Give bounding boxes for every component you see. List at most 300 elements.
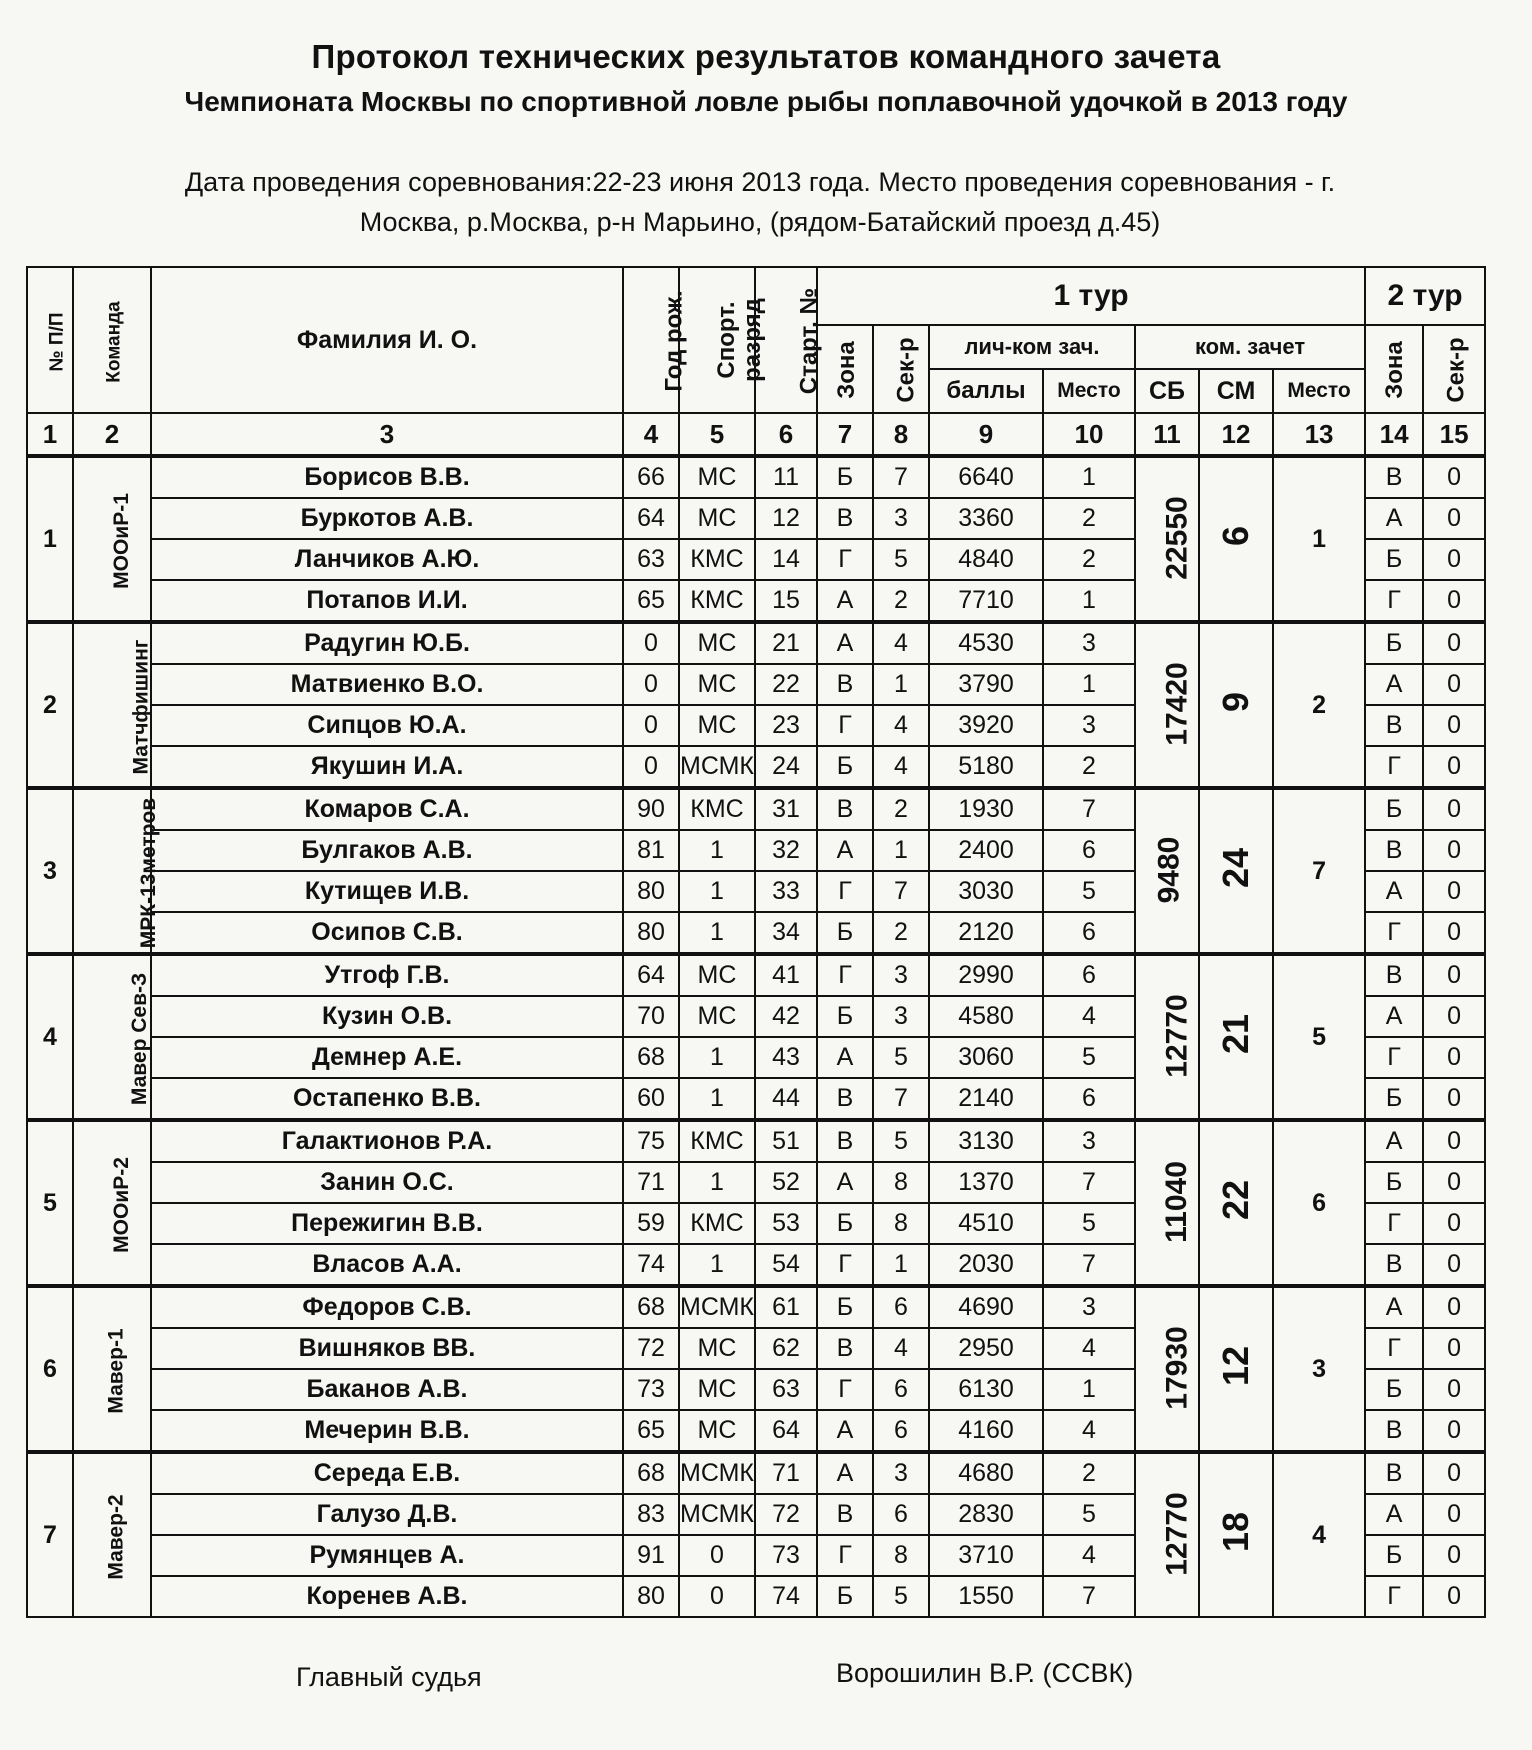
header-rank: Спорт. разряд <box>679 267 755 413</box>
participant-name: Матвиенко В.О. <box>151 664 623 705</box>
personal-place: 3 <box>1043 622 1135 664</box>
team-sum-points <box>1135 1452 1199 1617</box>
participant-name: Радугин Ю.Б. <box>151 622 623 664</box>
personal-place: 6 <box>1043 830 1135 871</box>
sport-rank: 1 <box>679 912 755 954</box>
sector-tour-2: 0 <box>1423 498 1485 539</box>
start-number: 52 <box>755 1162 817 1203</box>
start-number: 62 <box>755 1328 817 1369</box>
team-sum-points <box>1135 622 1199 788</box>
sport-rank: КМС <box>679 1120 755 1162</box>
header-points: баллы <box>929 369 1043 413</box>
personal-place: 6 <box>1043 954 1135 996</box>
team-name <box>73 1452 151 1617</box>
points: 4530 <box>929 622 1043 664</box>
sport-rank: МС <box>679 1369 755 1410</box>
personal-place: 4 <box>1043 1410 1135 1452</box>
team-sum-points <box>1135 456 1199 622</box>
points: 2120 <box>929 912 1043 954</box>
page-subtitle: Чемпионата Москвы по спортивной ловле рыбы поплавочной удочкой в 2013 году <box>184 86 1348 117</box>
start-number: 33 <box>755 871 817 912</box>
start-number: 23 <box>755 705 817 746</box>
zone-tour-1: Б <box>817 456 873 498</box>
sector-tour-1: 5 <box>873 1576 929 1617</box>
zone-tour-2: Б <box>1365 788 1423 830</box>
team-sum-places <box>1199 1452 1273 1617</box>
sport-rank: МСМК <box>679 1494 755 1535</box>
participant-name: Булгаков А.В. <box>151 830 623 871</box>
table-row <box>27 788 1485 830</box>
zone-tour-1: В <box>817 498 873 539</box>
zone-tour-1: А <box>817 1037 873 1078</box>
sector-tour-2: 0 <box>1423 1037 1485 1078</box>
participant-name: Галактионов Р.А. <box>151 1120 623 1162</box>
team-place: 4 <box>1273 1452 1365 1617</box>
zone-tour-2: В <box>1365 705 1423 746</box>
zone-tour-1: В <box>817 1078 873 1120</box>
sector-tour-1: 8 <box>873 1162 929 1203</box>
points: 5180 <box>929 746 1043 788</box>
personal-place: 4 <box>1043 996 1135 1037</box>
start-number: 72 <box>755 1494 817 1535</box>
points: 2830 <box>929 1494 1043 1535</box>
points: 1930 <box>929 788 1043 830</box>
team-sum-places-text: 21 <box>1214 1013 1256 1055</box>
participant-name: Середа Е.В. <box>151 1452 623 1494</box>
sport-rank: МС <box>679 498 755 539</box>
sector-tour-1: 4 <box>873 622 929 664</box>
sector-tour-2: 0 <box>1423 622 1485 664</box>
sport-rank: МСМК <box>679 1452 755 1494</box>
column-number: 8 <box>873 413 929 456</box>
column-number: 9 <box>929 413 1043 456</box>
start-number: 53 <box>755 1203 817 1244</box>
birth-year: 0 <box>623 664 679 705</box>
team-sum-places <box>1199 456 1273 622</box>
points: 7710 <box>929 580 1043 622</box>
sport-rank: 1 <box>679 1244 755 1286</box>
personal-place: 5 <box>1043 1203 1135 1244</box>
zone-tour-1: Г <box>817 1369 873 1410</box>
zone-tour-2: Б <box>1365 539 1423 580</box>
header-sector-2: Сек-р <box>1423 325 1485 413</box>
sector-tour-2: 0 <box>1423 954 1485 996</box>
team-number: 5 <box>27 1120 73 1286</box>
points: 4510 <box>929 1203 1043 1244</box>
sector-tour-1: 7 <box>873 871 929 912</box>
start-number: 71 <box>755 1452 817 1494</box>
results-table <box>26 266 1486 1618</box>
birth-year: 65 <box>623 1410 679 1452</box>
participant-name: Борисов В.В. <box>151 456 623 498</box>
participant-name: Демнер А.Е. <box>151 1037 623 1078</box>
sector-tour-2: 0 <box>1423 830 1485 871</box>
team-sum-places-text: 18 <box>1214 1511 1256 1553</box>
start-number: 42 <box>755 996 817 1037</box>
zone-tour-1: Б <box>817 912 873 954</box>
zone-tour-1: А <box>817 622 873 664</box>
start-number: 44 <box>755 1078 817 1120</box>
sector-tour-2: 0 <box>1423 1410 1485 1452</box>
sector-tour-1: 1 <box>873 1244 929 1286</box>
header-team: Команда <box>73 267 151 413</box>
points: 2950 <box>929 1328 1043 1369</box>
zone-tour-2: В <box>1365 954 1423 996</box>
birth-year: 64 <box>623 954 679 996</box>
team-number: 3 <box>27 788 73 954</box>
points: 1370 <box>929 1162 1043 1203</box>
header-team-score: ком. зачет <box>1135 325 1365 369</box>
personal-place: 3 <box>1043 1120 1135 1162</box>
team-sum-points <box>1135 954 1199 1120</box>
header-place: Место <box>1043 369 1135 413</box>
sector-tour-2: 0 <box>1423 912 1485 954</box>
zone-tour-2: В <box>1365 1244 1423 1286</box>
zone-tour-2: Г <box>1365 746 1423 788</box>
column-number: 3 <box>151 413 623 456</box>
sector-tour-2: 0 <box>1423 1078 1485 1120</box>
sport-rank: 0 <box>679 1535 755 1576</box>
team-sum-points <box>1135 1286 1199 1452</box>
zone-tour-2: Г <box>1365 1203 1423 1244</box>
birth-year: 83 <box>623 1494 679 1535</box>
participant-name: Коренев А.В. <box>151 1576 623 1617</box>
sector-tour-1: 2 <box>873 580 929 622</box>
team-number: 2 <box>27 622 73 788</box>
team-number: 7 <box>27 1452 73 1617</box>
zone-tour-2: Г <box>1365 1328 1423 1369</box>
team-sum-places <box>1199 1286 1273 1452</box>
personal-place: 3 <box>1043 1286 1135 1328</box>
points: 3710 <box>929 1535 1043 1576</box>
header-tour-1: 1 тур <box>817 267 1365 325</box>
sector-tour-2: 0 <box>1423 746 1485 788</box>
zone-tour-2: Б <box>1365 622 1423 664</box>
birth-year: 73 <box>623 1369 679 1410</box>
birth-year: 80 <box>623 1576 679 1617</box>
sector-tour-1: 5 <box>873 539 929 580</box>
start-number: 24 <box>755 746 817 788</box>
zone-tour-2: Г <box>1365 1037 1423 1078</box>
column-number: 10 <box>1043 413 1135 456</box>
zone-tour-1: А <box>817 830 873 871</box>
zone-tour-1: В <box>817 1494 873 1535</box>
points: 3360 <box>929 498 1043 539</box>
zone-tour-1: Б <box>817 746 873 788</box>
team-name-text: МООиР-1 <box>109 492 133 589</box>
event-info-line-2: Москва, р.Москва, р-н Марьино, (рядом-Батайский проезд д.45) <box>359 207 1161 237</box>
team-sum-places <box>1199 622 1273 788</box>
column-number: 12 <box>1199 413 1273 456</box>
participant-name: Якушин И.А. <box>151 746 623 788</box>
personal-place: 1 <box>1043 580 1135 622</box>
points: 2030 <box>929 1244 1043 1286</box>
birth-year: 80 <box>623 871 679 912</box>
start-number: 41 <box>755 954 817 996</box>
sector-tour-1: 6 <box>873 1494 929 1535</box>
table-row <box>27 622 1485 664</box>
sector-tour-1: 3 <box>873 1452 929 1494</box>
zone-tour-1: Г <box>817 871 873 912</box>
team-name <box>73 788 161 954</box>
column-numbers-row <box>27 413 1485 456</box>
personal-place: 6 <box>1043 1078 1135 1120</box>
birth-year: 75 <box>623 1120 679 1162</box>
participant-name: Кутищев И.В. <box>151 871 623 912</box>
birth-year: 65 <box>623 580 679 622</box>
start-number: 34 <box>755 912 817 954</box>
sport-rank: МС <box>679 664 755 705</box>
zone-tour-2: А <box>1365 1120 1423 1162</box>
sector-tour-2: 0 <box>1423 1452 1485 1494</box>
start-number: 22 <box>755 664 817 705</box>
team-number: 4 <box>27 954 73 1120</box>
sector-tour-2: 0 <box>1423 664 1485 705</box>
zone-tour-1: В <box>817 1120 873 1162</box>
team-sum-points-text: 12770 <box>1160 1491 1194 1576</box>
birth-year: 68 <box>623 1452 679 1494</box>
start-number: 21 <box>755 622 817 664</box>
column-number: 1 <box>27 413 73 456</box>
participant-name: Утгоф Г.В. <box>151 954 623 996</box>
participant-name: Галузо Д.В. <box>151 1494 623 1535</box>
points: 4580 <box>929 996 1043 1037</box>
zone-tour-1: А <box>817 580 873 622</box>
zone-tour-2: Б <box>1365 1535 1423 1576</box>
team-name <box>73 954 151 1120</box>
sector-tour-1: 1 <box>873 830 929 871</box>
points: 2140 <box>929 1078 1043 1120</box>
personal-place: 4 <box>1043 1535 1135 1576</box>
team-sum-places-text: 6 <box>1215 525 1256 547</box>
header-sector: Сек-р <box>873 325 929 413</box>
personal-place: 1 <box>1043 456 1135 498</box>
event-info-line-1: Дата проведения соревнования:22-23 июня 2013 года. Место проведения соревнования - г. <box>184 167 1336 197</box>
personal-place: 5 <box>1043 871 1135 912</box>
birth-year: 90 <box>623 788 679 830</box>
team-name <box>73 456 151 622</box>
team-sum-places <box>1199 788 1273 954</box>
page-title: Протокол технических результатов командного зачета <box>311 38 1221 75</box>
sector-tour-1: 5 <box>873 1120 929 1162</box>
sector-tour-1: 3 <box>873 996 929 1037</box>
start-number: 61 <box>755 1286 817 1328</box>
birth-year: 80 <box>623 912 679 954</box>
team-place: 7 <box>1273 788 1365 954</box>
zone-tour-1: А <box>817 1162 873 1203</box>
birth-year: 0 <box>623 705 679 746</box>
sector-tour-1: 6 <box>873 1286 929 1328</box>
team-sum-places-text: 9 <box>1215 691 1256 713</box>
personal-place: 4 <box>1043 1328 1135 1369</box>
participant-name: Кузин О.В. <box>151 996 623 1037</box>
sport-rank: МСМК <box>679 1286 755 1328</box>
points: 3060 <box>929 1037 1043 1078</box>
sport-rank: 1 <box>679 1037 755 1078</box>
start-number: 31 <box>755 788 817 830</box>
sector-tour-1: 3 <box>873 498 929 539</box>
sport-rank: МС <box>679 954 755 996</box>
sector-tour-2: 0 <box>1423 1203 1485 1244</box>
header-personal: лич-ком зач. <box>929 325 1135 369</box>
personal-place: 2 <box>1043 539 1135 580</box>
zone-tour-2: Г <box>1365 1576 1423 1617</box>
zone-tour-2: В <box>1365 830 1423 871</box>
sector-tour-1: 2 <box>873 788 929 830</box>
sport-rank: 1 <box>679 830 755 871</box>
zone-tour-1: А <box>817 1410 873 1452</box>
table-row <box>27 1452 1485 1494</box>
table-row <box>27 1120 1485 1162</box>
zone-tour-1: В <box>817 1328 873 1369</box>
team-place: 1 <box>1273 456 1365 622</box>
points: 3790 <box>929 664 1043 705</box>
zone-tour-1: Б <box>817 1286 873 1328</box>
birth-year: 70 <box>623 996 679 1037</box>
column-number: 4 <box>623 413 679 456</box>
zone-tour-2: В <box>1365 1410 1423 1452</box>
points: 6640 <box>929 456 1043 498</box>
start-number: 12 <box>755 498 817 539</box>
personal-place: 3 <box>1043 705 1135 746</box>
zone-tour-1: В <box>817 788 873 830</box>
sector-tour-1: 3 <box>873 954 929 996</box>
points: 3920 <box>929 705 1043 746</box>
team-sum-points-text: 11040 <box>1159 1160 1193 1243</box>
participant-name: Вишняков ВВ. <box>151 1328 623 1369</box>
header-sb: СБ <box>1135 369 1199 413</box>
column-number: 13 <box>1273 413 1365 456</box>
birth-year: 71 <box>623 1162 679 1203</box>
participant-name: Власов А.А. <box>151 1244 623 1286</box>
team-sum-places-text: 24 <box>1214 847 1256 889</box>
participant-name: Буркотов А.В. <box>151 498 623 539</box>
points: 3030 <box>929 871 1043 912</box>
team-sum-points-text: 9480 <box>1152 836 1186 903</box>
team-name <box>73 1286 151 1452</box>
personal-place: 7 <box>1043 788 1135 830</box>
chief-judge-name: Ворошилин В.Р. (ССВК) <box>836 1658 1134 1688</box>
start-number: 73 <box>755 1535 817 1576</box>
start-number: 64 <box>755 1410 817 1452</box>
sector-tour-2: 0 <box>1423 1535 1485 1576</box>
team-sum-points-text: 17930 <box>1160 1325 1194 1410</box>
zone-tour-1: Г <box>817 1535 873 1576</box>
zone-tour-1: Б <box>817 1576 873 1617</box>
column-number: 5 <box>679 413 755 456</box>
points: 2400 <box>929 830 1043 871</box>
team-number: 1 <box>27 456 73 622</box>
birth-year: 63 <box>623 539 679 580</box>
zone-tour-2: А <box>1365 1286 1423 1328</box>
personal-place: 7 <box>1043 1244 1135 1286</box>
zone-tour-2: Б <box>1365 1162 1423 1203</box>
birth-year: 60 <box>623 1078 679 1120</box>
participant-name: Комаров С.А. <box>151 788 623 830</box>
participant-name: Ланчиков А.Ю. <box>151 539 623 580</box>
team-sum-points-text: 22550 <box>1160 495 1194 580</box>
zone-tour-2: Б <box>1365 1078 1423 1120</box>
sector-tour-2: 0 <box>1423 1576 1485 1617</box>
start-number: 51 <box>755 1120 817 1162</box>
sector-tour-2: 0 <box>1423 1244 1485 1286</box>
team-name <box>73 622 151 788</box>
start-number: 32 <box>755 830 817 871</box>
table-row <box>27 954 1485 996</box>
team-name-text: Матчфишинг <box>129 638 153 775</box>
start-number: 74 <box>755 1576 817 1617</box>
personal-place: 1 <box>1043 664 1135 705</box>
birth-year: 72 <box>623 1328 679 1369</box>
participant-name: Баканов А.В. <box>151 1369 623 1410</box>
personal-place: 7 <box>1043 1576 1135 1617</box>
birth-year: 0 <box>623 746 679 788</box>
header-name: Фамилия И. О. <box>151 267 623 413</box>
sport-rank: МС <box>679 1410 755 1452</box>
sector-tour-2: 0 <box>1423 1120 1485 1162</box>
points: 4160 <box>929 1410 1043 1452</box>
personal-place: 5 <box>1043 1494 1135 1535</box>
birth-year: 0 <box>623 622 679 664</box>
sector-tour-2: 0 <box>1423 788 1485 830</box>
participant-name: Сипцов Ю.А. <box>151 705 623 746</box>
participant-name: Остапенко В.В. <box>151 1078 623 1120</box>
team-sum-points-text: 17420 <box>1160 661 1194 746</box>
header-start: Старт. № <box>755 267 817 413</box>
column-number: 6 <box>755 413 817 456</box>
sport-rank: КМС <box>679 539 755 580</box>
personal-place: 2 <box>1043 1452 1135 1494</box>
team-place: 2 <box>1273 622 1365 788</box>
sport-rank: КМС <box>679 1203 755 1244</box>
zone-tour-2: Г <box>1365 912 1423 954</box>
zone-tour-2: А <box>1365 664 1423 705</box>
start-number: 14 <box>755 539 817 580</box>
header-year: Год рож. <box>623 267 679 413</box>
zone-tour-1: Г <box>817 539 873 580</box>
personal-place: 2 <box>1043 746 1135 788</box>
sector-tour-1: 1 <box>873 664 929 705</box>
birth-year: 68 <box>623 1037 679 1078</box>
header-num: № П/П <box>27 267 73 413</box>
sector-tour-2: 0 <box>1423 705 1485 746</box>
zone-tour-1: В <box>817 664 873 705</box>
sport-rank: 1 <box>679 1078 755 1120</box>
team-sum-places <box>1199 954 1273 1120</box>
personal-place: 7 <box>1043 1162 1135 1203</box>
points: 4690 <box>929 1286 1043 1328</box>
sector-tour-2: 0 <box>1423 539 1485 580</box>
sector-tour-1: 6 <box>873 1410 929 1452</box>
results-body <box>27 413 1485 1617</box>
zone-tour-2: Г <box>1365 580 1423 622</box>
sector-tour-1: 7 <box>873 456 929 498</box>
table-row <box>27 456 1485 498</box>
zone-tour-1: А <box>817 1452 873 1494</box>
zone-tour-1: Г <box>817 1244 873 1286</box>
team-place: 3 <box>1273 1286 1365 1452</box>
personal-place: 2 <box>1043 498 1135 539</box>
zone-tour-1: Б <box>817 996 873 1037</box>
chief-judge-label: Главный судья <box>296 1662 482 1692</box>
sector-tour-2: 0 <box>1423 1162 1485 1203</box>
personal-place: 5 <box>1043 1037 1135 1078</box>
sport-rank: КМС <box>679 580 755 622</box>
header-sm: СМ <box>1199 369 1273 413</box>
personal-place: 1 <box>1043 1369 1135 1410</box>
birth-year: 59 <box>623 1203 679 1244</box>
sport-rank: МСМК <box>679 746 755 788</box>
